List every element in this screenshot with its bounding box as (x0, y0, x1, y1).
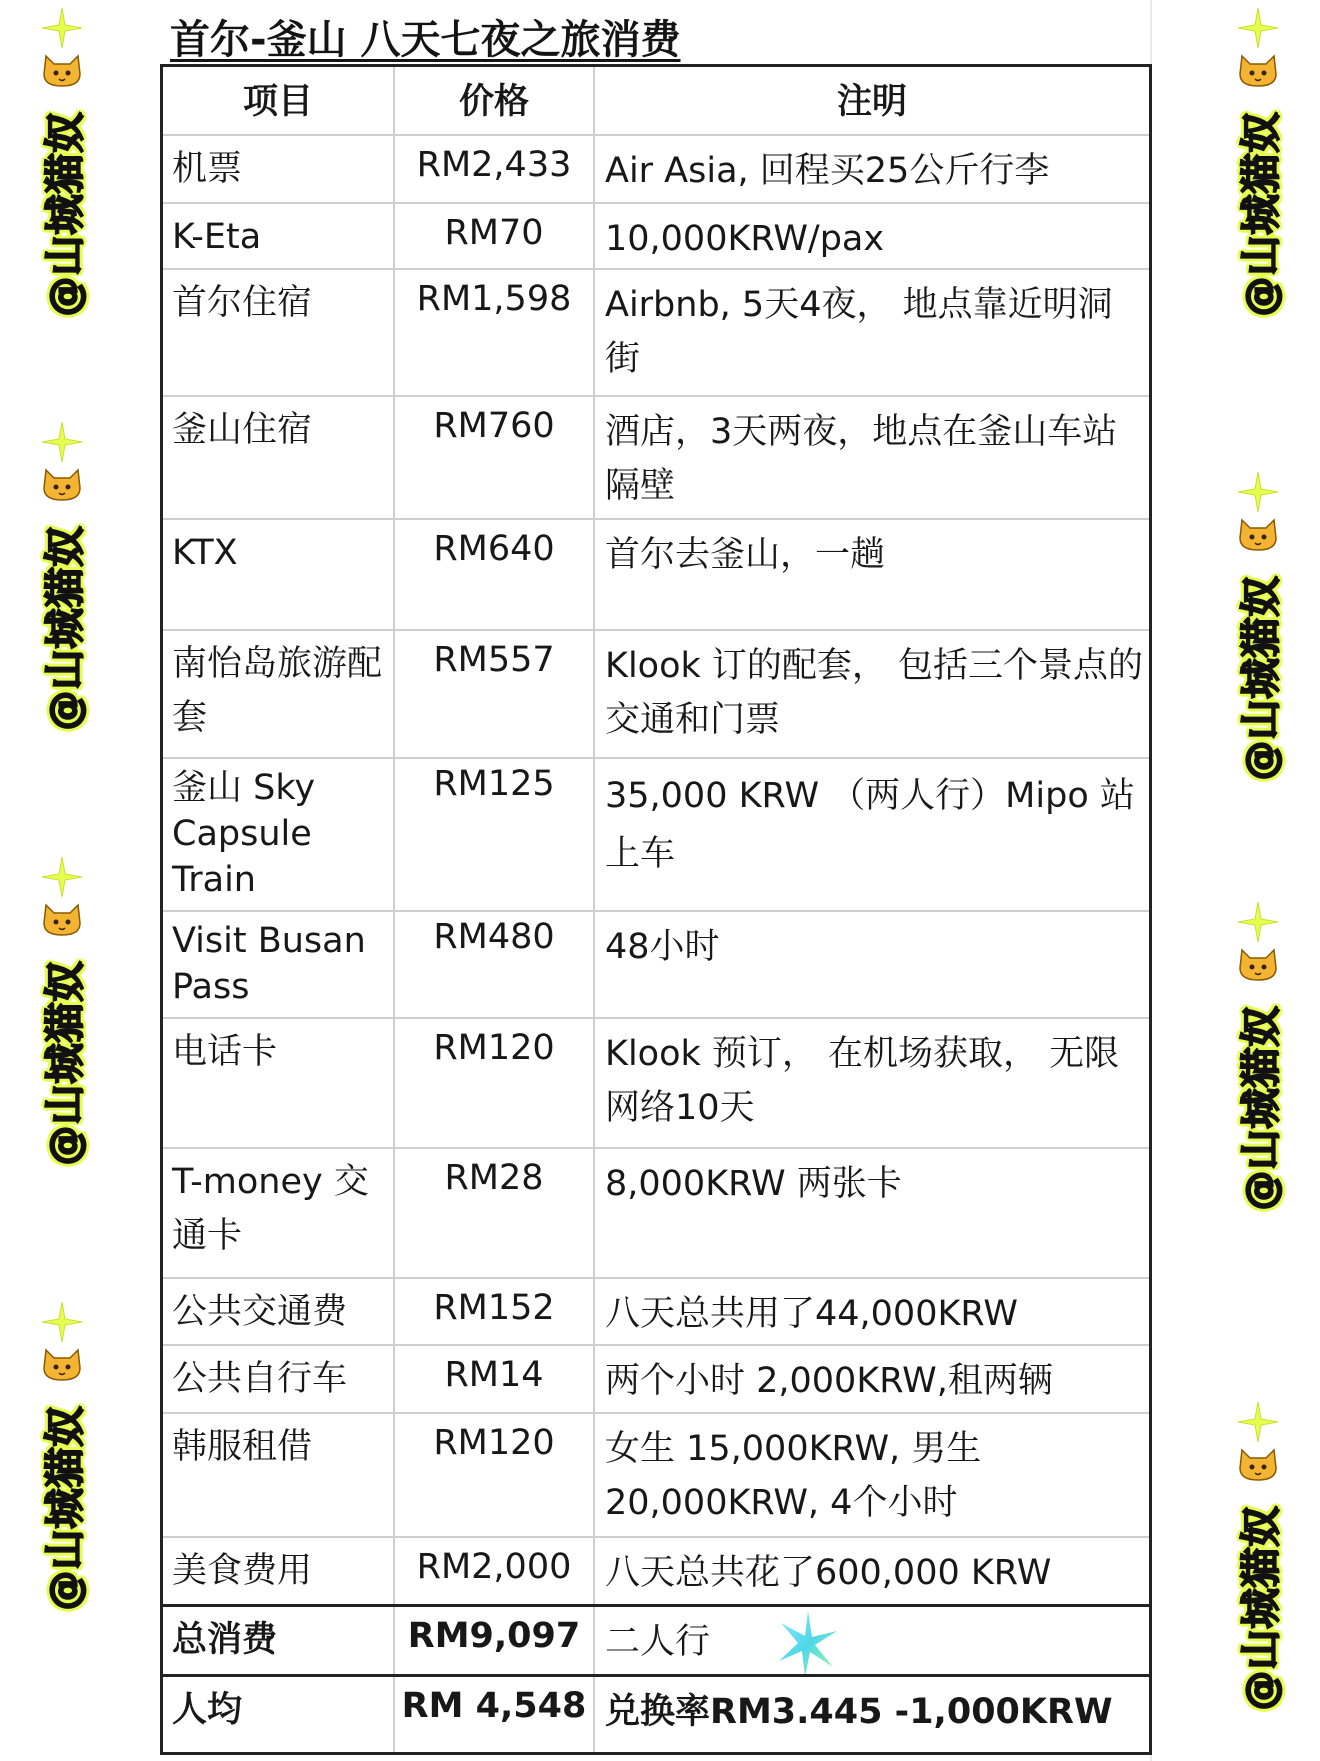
note-cell: 女生 15,000KRW, 男生 20,000KRW, 4个小时 (605, 1429, 982, 1523)
cat-face-icon (1238, 52, 1278, 88)
expense-table (160, 64, 1152, 1755)
item-cell: 釜山 Sky Capsule Train (172, 768, 316, 900)
watermark (1218, 470, 1298, 800)
total-price: RM9,097 (407, 1616, 581, 1656)
item-cell: 首尔住宿 (172, 283, 313, 323)
item-cell: 釜山住宿 (172, 410, 313, 450)
cat-face-icon (42, 52, 82, 88)
note-cell: 酒店，3天两夜，地点在釜山车站隔壁 (605, 412, 1118, 506)
total-note: 二人行 (605, 1622, 711, 1662)
sparkle-icon (40, 1300, 84, 1344)
watermark (22, 420, 102, 750)
header-item: 项目 (242, 82, 313, 122)
price-cell: RM640 (433, 529, 555, 569)
watermark (22, 6, 102, 336)
note-cell: 8,000KRW 两张卡 (605, 1164, 902, 1204)
sparkle-icon (1236, 1400, 1280, 1444)
cat-face-icon (42, 466, 82, 502)
item-cell: KTX (172, 533, 238, 573)
cat-face-icon (1238, 1446, 1278, 1482)
table-row (163, 910, 1149, 1017)
note-cell: 两个小时 2,000KRW,租两辆 (605, 1361, 1053, 1401)
watermark (22, 855, 102, 1185)
price-cell: RM480 (433, 917, 555, 957)
cat-face-icon (1238, 516, 1278, 552)
per-person-label: 人均 (172, 1690, 243, 1730)
price-cell: RM120 (433, 1423, 555, 1463)
table-row (163, 1277, 1149, 1344)
note-cell: Airbnb, 5天4夜， 地点靠近明洞街 (605, 285, 1113, 379)
watermark-text: @山城猫奴 (1238, 1005, 1285, 1211)
watermark-text: @山城猫奴 (1238, 111, 1285, 317)
note-cell: 48小时 (605, 927, 720, 967)
sparkle-icon (40, 855, 84, 899)
price-cell: RM2,433 (416, 145, 572, 185)
sparkle-icon (775, 1609, 841, 1679)
item-cell: 韩服租借 (172, 1427, 313, 1467)
item-cell: 公共自行车 (172, 1359, 348, 1399)
table-row (163, 202, 1149, 268)
sparkle-icon (1236, 6, 1280, 50)
watermark (1218, 6, 1298, 336)
price-cell: RM28 (444, 1158, 544, 1198)
table-row (163, 134, 1149, 202)
item-cell: 机票 (172, 149, 243, 189)
note-cell: Air Asia, 回程买25公斤行李 (605, 151, 1050, 191)
table-row (163, 1147, 1149, 1277)
note-cell: 八天总共用了44,000KRW (605, 1294, 1018, 1334)
table-row (163, 268, 1149, 395)
page-title: 首尔-釜山 八天七夜之旅消费 (170, 17, 681, 63)
price-cell: RM120 (433, 1028, 555, 1068)
item-cell: T-money 交通卡 (172, 1162, 369, 1256)
table-row (163, 629, 1149, 757)
table-row (163, 395, 1149, 518)
note-cell: Klook 预订， 在机场获取， 无限网络10天 (605, 1034, 1120, 1128)
price-cell: RM125 (433, 764, 555, 804)
watermark-text: @山城猫奴 (42, 960, 89, 1166)
note-cell: Klook 订的配套， 包括三个景点的交通和门票 (605, 646, 1144, 740)
item-cell: K-Eta (172, 217, 262, 257)
watermark-column-left (22, 0, 102, 1761)
price-cell: RM14 (444, 1355, 544, 1395)
watermark-text: @山城猫奴 (42, 525, 89, 731)
price-cell: RM1,598 (416, 279, 572, 319)
watermark-column-right (1218, 0, 1298, 1761)
sparkle-icon (40, 420, 84, 464)
watermark (22, 1300, 102, 1630)
table-header-row (163, 67, 1149, 134)
per-person-row (163, 1674, 1149, 1752)
cat-face-icon (42, 901, 82, 937)
watermark-text: @山城猫奴 (42, 111, 89, 317)
per-person-price: RM 4,548 (401, 1686, 587, 1726)
total-row (163, 1604, 1149, 1674)
note-cell: 八天总共花了600,000 KRW (605, 1553, 1052, 1593)
watermark-text: @山城猫奴 (42, 1405, 89, 1611)
cat-face-icon (42, 1346, 82, 1382)
note-cell: 首尔去釜山，一趟 (605, 535, 886, 575)
table-row (163, 1412, 1149, 1536)
sparkle-icon (1236, 900, 1280, 944)
table-row (163, 757, 1149, 910)
item-cell: 南怡岛旅游配套 (172, 644, 383, 738)
price-cell: RM70 (444, 213, 544, 253)
price-cell: RM760 (433, 406, 555, 446)
price-cell: RM557 (433, 640, 555, 680)
total-label: 总消费 (172, 1620, 278, 1660)
note-cell: 10,000KRW/pax (605, 219, 885, 259)
table-row (163, 1536, 1149, 1604)
watermark-text: @山城猫奴 (1238, 575, 1285, 781)
item-cell: Visit Busan Pass (172, 921, 366, 1007)
sparkle-icon (1236, 470, 1280, 514)
table-row (163, 1017, 1149, 1147)
price-cell: RM2,000 (416, 1547, 572, 1587)
cat-face-icon (1238, 946, 1278, 982)
item-cell: 公共交通费 (172, 1292, 348, 1332)
sparkle-icon (40, 6, 84, 50)
note-cell: 35,000 KRW （两人行）Mipo 站上车 (605, 776, 1135, 874)
watermark (1218, 900, 1298, 1230)
price-cell: RM152 (433, 1288, 555, 1328)
watermark-text: @山城猫奴 (1238, 1505, 1285, 1711)
header-note: 注明 (836, 82, 907, 122)
header-price: 价格 (458, 82, 529, 122)
table-row (163, 518, 1149, 629)
table-row (163, 1344, 1149, 1412)
exchange-rate-note: 兑换率RM3.445 -1,000KRW (605, 1692, 1113, 1732)
item-cell: 电话卡 (172, 1032, 278, 1072)
item-cell: 美食费用 (172, 1551, 313, 1591)
watermark (1218, 1400, 1298, 1730)
